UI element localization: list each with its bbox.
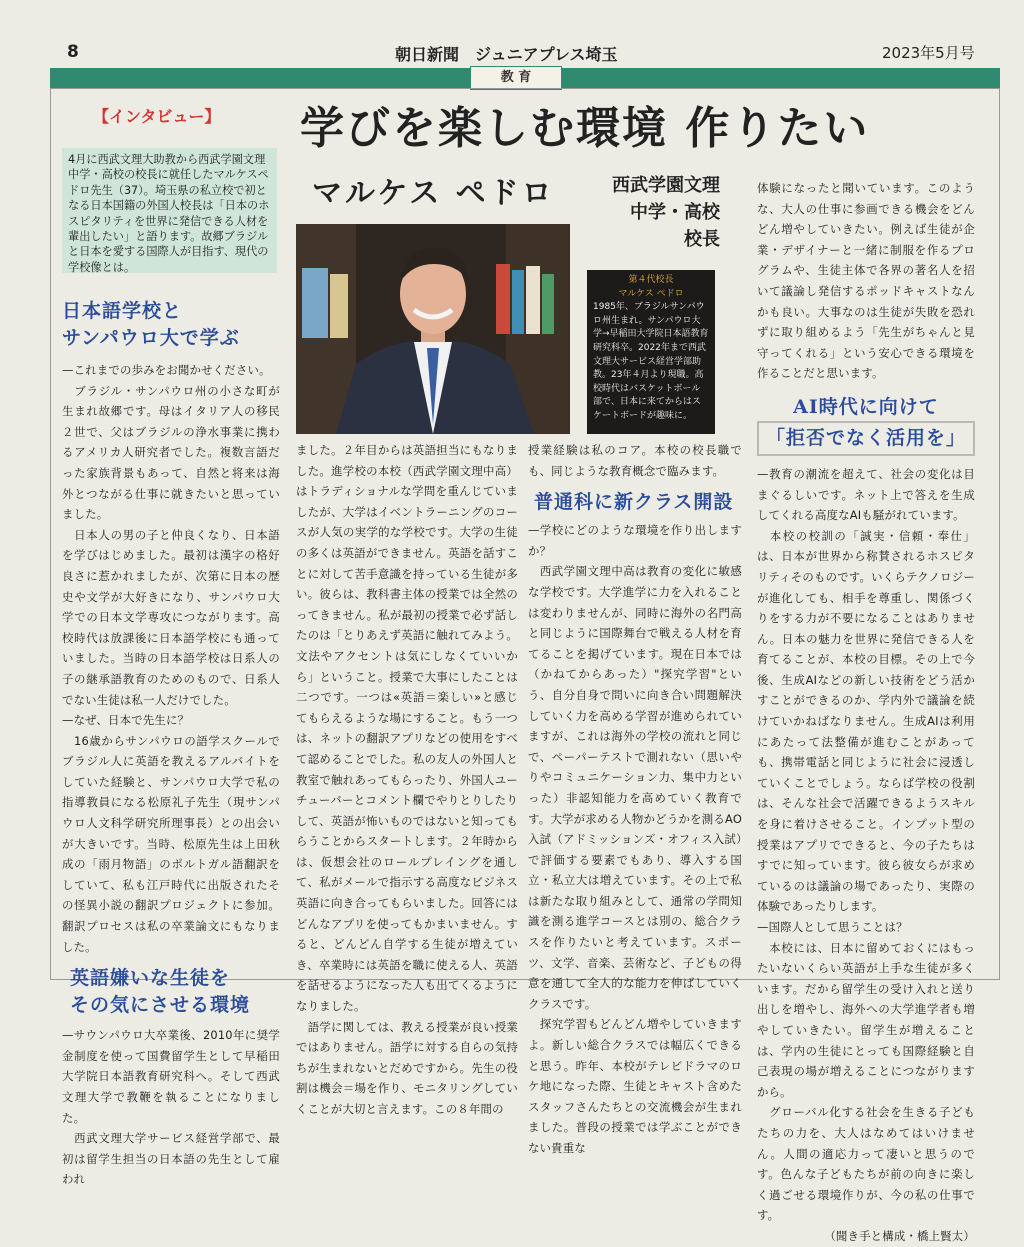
column-3: [528, 440, 742, 1159]
section-tag: 教 育: [470, 66, 562, 90]
credit: （聞き手と構成・橋上賢太）: [824, 1228, 975, 1243]
col4-text-1: 体験になったと聞いています。このような、大人の仕事に参画できる機会をどんどん増やしていきたい。例えば生徒が企業・デザイナーと一緒に制服を作るプログラムや、生徒主体で各界の著名人を招いて議論し発信するポッドキャストなんかも良い。大事なのは生徒が失敗を恐れずに取り組めるよう「先生がちゃんと見守ってくれる」という安心できる環境を作ることだと思います。: [757, 181, 975, 381]
col1-subhead-1: 日本語学校と サンパウロ大で学ぶ: [62, 300, 240, 349]
role-line-1: 西武学園文理: [612, 175, 720, 196]
col1-text-1: —これまでの歩みをお聞かせください。 ブラジル・サンパウロ州の小さな町が生まれ故郷です。母はイタリア人の移民２世で、父はブラジルの浄水事業に携わるアメリカ人研究者でした。複数言語だった家族背景もあって、自然と将来は海外とつながる仕事に就きたいと思っていました。 日本人の男の子と仲良くなり、日本語を学びはじめました。最初は漢字の格好良さに惹かれましたが、次第に日本の歴史や文学が大好きになり、サンパウロ大学での日本文学専攻につながります。高校時代は放課後に日本語学校にも通っていました。当時の日本語学校は日系人の子の継承語教育のためのもので、日系人でない生徒は私一人だけでした。 —なぜ、日本で先生に？ 16歳からサンパウロの語学スクールでブラジル人に英語を教えるアルバイトをしていた経験と、サンパウロ大学で私の指導教員になる松原礼子先生（現サンパウロ人文科学研究所理事長）との出会いが大きいです。当時、松原先生は上田秋成の「雨月物語」のポルトガル語翻訳をしていて、私も江戸時代に出版されたその怪異小説の翻訳プロジェクトに参加。翻訳プロセスは私の卒業論文にもなりました。: [62, 363, 280, 954]
intro-box: 4月に西武文理大助教から西武学園文理中学・高校の校長に就任したマルケスペドロ先生（37）。埼玉県の私立校で初となる日本国籍の外国人校長は「日本のホスピタリティを世界に発信できる人材を輩出したい」と語ります。故郷ブラジルと日本を愛する国際人が目指す、現代の学校像とは。: [62, 148, 277, 273]
column-2: [296, 440, 518, 1120]
caption-body: 1985年、ブラジルサンパウロ州生まれ。サンパウロ大学→早稲田大学院日本語教育研究科卒。2022年まで西武文理大サービス経営学部助教。23年４月より現職。高校時代はバスケットボール部で、日本に来てからはスケートボードが趣味に。: [593, 302, 709, 421]
col2-text-1: ました。２年目からは英語担当にもなりました。進学校の本校（西武学園文理中高）はトラディショナルな学問を重んじていましたが、大学はイベントラーニングのコースが人気の実学的な学校です。大学の生徒の多くは英語ができません。英語を話すことに対して苦手意識を持っている生徒が多い。彼らは、教科書主体の授業では全然のってきません。私が最初の授業で必ず話したのは「とりあえず英語に触れてみよう。文法やアクセントは気にしなくていいから」ということ。授業で大事にしたことは二つです。一つは«英語＝楽しい»と感じてもらえるような場にすること。もう一つは、ネットの翻訳アプリなどの使用をすべて認めることでした。私の友人の外国人と教室で触れあってもらったり、外国人ユーチューバーとコメント欄でやりとりしたりして、英語が怖いものではないと知ってもらうことからスタートします。２年時からは、仮想会社のロールプレイングを通して、私がメールで指示する高度なビジネス英語に向き合ってもらいました。回答にはどんなアプリを使ってもかまいません。すると、どんどん自学する生徒が増えていき、卒業時には英語を職に使える人、英語を話せるようになった人も出てくるようになりました。 語学に関しては、教える授業が良い授業ではありません。語学に対する自らの気持ちが生まれないとだめですから。先生の役割は機会＝場を作り、モニタリングしていくことが大切と言えます。この８年間の: [296, 443, 518, 1116]
portrait-photo: [296, 224, 570, 434]
page-number: 8: [67, 42, 79, 62]
column-1: [62, 298, 280, 1190]
role-line-3: 校長: [684, 229, 720, 250]
col1-subhead-2: 英語嫌いな生徒を その気にさせる環境: [70, 967, 251, 1017]
headline: 学びを楽しむ環境 作りたい: [300, 103, 870, 154]
col4-subhead-2: 「拒否でなく活用を」: [757, 421, 975, 456]
interviewee-name: マルケス ペドロ: [312, 176, 555, 211]
column-4: [757, 178, 975, 1247]
col3-text-1: 授業経験は私のコア。本校の校長職でも、同じような教育概念で臨みます。: [528, 443, 742, 478]
caption-title: 第４代校長 マルケス ペドロ: [618, 275, 684, 299]
col3-text-2: —学校にどのような環境を作り出しますか？ 西武学園文理中高は教育の変化に敏感な学校です。大学進学に力を入れることは変わりませんが、同時に海外の名門高と同じように国際舞台で戦える人材を育てることを掲げています。現在日本では（かねてからあった）"探究学習"という、自分自身で問いに向き合い問題解決していく力を高める学習が進められていますが、これは海外の学校の流れと同じで、ペーパーテストで測れない（思いやりやコミュニケーション力、集中力といった）非認知能力を高めていく教育です。大学が求める人物かどうかを測るAO入試（アドミッションズ・オフィス入試）で評価する要素でもあり、導入する国立・私立大は増えています。その上で私は新たな取り組みとして、通常の学問知識を測る進学コースとは別の、総合クラスを作りたいと考えています。スポーツ、文学、音楽、芸術など、子どもの得意を通して全人的な能力を伸ばしていくクラスです。 探究学習もどんどん増やしていきますよ。新しい総合クラスでは幅広くできると思う。昨年、本校がテレビドラマのロケ地になった際、生徒とキャスト含めたスタッフさんたちとの交流機会が生まれました。普段の授業では学ぶことができない貴重な: [528, 523, 742, 1155]
col4-text-2: —教育の潮流を超えて、社会の変化は目まぐるしいです。ネット上で答えを生成してくれる高度なAIも騒がれています。 本校の校訓の「誠実・信頼・奉仕」は、日本が世界から称賛されるホスピタリティそのものです。いくらテクノロジーが進化しても、相手を尊重し、関係づくりをする力が不要になることはありません。日本の魅力を世界に発信できる人を育てることが、本校の目標。その上で今後、生成AIなどの新しい技術をどう活かすことができるのか、学内外で議論を続けていかねばなりません。生成AIは利用にあたって法整備が進むことがあっても、携帯電話と同じように社会に浸透していくことでしょう。ならば学校の役割は、そんな社会で活躍できるようスキルを身に着けさせること。インプット型の授業はアプリでできると、今の子たちはすでに知っています。彼ら彼女らが求めているのは議論の場であったり、実際の体験であったりします。 —国際人として思うことは？ 本校には、日本に留めておくにはもったいないくらい英語が上手な生徒が多くいます。だから留学生の受け入れと送り出しを増やし、海外への大学進学者も増やしていきたい。留学生が増えることは、学内の生徒にとっても国際経験と自己表現の場が増えることにつながりますから。 グローバル化する社会を生きる子どもたちの力を、大人はなめてはいけません。人間の適応力って凄いと思うのです。色んな子どもたちが前の向きに楽しく過ごせる環境作りが、今の私の仕事です。: [757, 466, 975, 1223]
interview-tag: 【インタビュー】: [93, 107, 221, 126]
role-line-2: 中学・高校: [630, 202, 720, 223]
interviewee-role: [580, 172, 720, 253]
col3-subhead-1: 普通科に新クラス開設: [534, 491, 734, 514]
col4-subhead-1: AI時代に向けて: [793, 395, 939, 418]
masthead: 朝日新聞 ジュニアプレス埼玉: [395, 45, 618, 64]
col1-text-2: —サウンパウロ大卒業後、2010年に奨学金制度を使って国費留学生として早稲田大学院日本語教育研究科へ。そして西武文理大学で教鞭を執ることになりました。 西武文理大学サービス経営学部で、最初は留学生担当の日本語の先生として雇われ: [62, 1028, 280, 1187]
issue-date: 2023年5月号: [882, 44, 975, 62]
photo-caption: [587, 270, 715, 434]
